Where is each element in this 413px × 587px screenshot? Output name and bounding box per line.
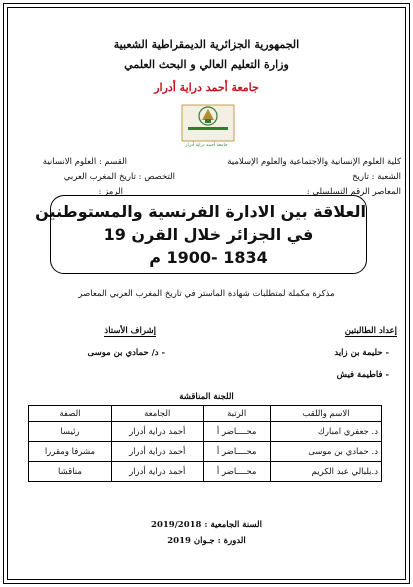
ministry-name: وزارة التعليم العالي و البحث العلمي [124, 58, 289, 71]
jury-col-name: الاسم واللقب [270, 406, 381, 422]
thesis-subtitle: مذكرة مكملة لمتطلبات شهادة الماستر في تاريخ المغرب العربي المعاصر [78, 289, 335, 299]
university-name: جامعة أحمد دراية أدرار [154, 81, 259, 94]
jury-member-name: د.بلبالي عبد الكريم [270, 462, 381, 482]
department-name: القسم : العلوم الانسانية [42, 157, 127, 167]
thesis-title-line3: 1834 -1900 م [149, 248, 268, 267]
faculty-name: كلية العلوم الإنسانية والاجتماعية والعلوم الإسلامية [227, 157, 401, 167]
university-logo [180, 103, 236, 143]
thesis-title-line2: في الجزائر خلال القرن 19 [103, 225, 314, 244]
table-row [29, 442, 382, 462]
students-heading: إعداد الطالبتين [344, 326, 397, 336]
code-label: الرمز : [98, 187, 123, 197]
jury-member-role: مشرفا ومقررا [29, 442, 112, 462]
jury-table [28, 405, 382, 482]
jury-member-rank: محــــاضر أ [203, 442, 270, 462]
academic-year: السنة الجامعية : 2019/2018 [151, 520, 262, 530]
jury-member-role: رئيسا [29, 422, 112, 442]
supervisor-heading: إشراف الأستاذ [104, 326, 156, 336]
table-row [29, 462, 382, 482]
serial-number-label: المعاصر الرقم التسلسلي : [306, 187, 401, 197]
thesis-title-line1: العلاقة بين الادارة الفرنسية والمستوطنين [35, 202, 366, 221]
jury-member-university: أحمد دراية أدرار [111, 422, 203, 442]
jury-member-rank: محــــاضر أ [203, 462, 270, 482]
student-name-1: - حليمة بن زايد [334, 348, 389, 358]
jury-member-university: أحمد دراية أدرار [111, 442, 203, 462]
supervisor-name: - د/ حمادي بن موسى [87, 348, 165, 358]
session-date: الدورة : جـوان 2019 [167, 536, 246, 546]
jury-col-university: الجامعة [111, 406, 203, 422]
logo-caption: جامعة أحمد دراية أدرار [185, 143, 228, 148]
jury-table-header-row [29, 406, 382, 422]
republic-name: الجمهورية الجزائرية الديمقراطية الشعبية [113, 38, 300, 51]
jury-heading: اللجنة المناقشة [179, 392, 234, 402]
jury-member-rank: محــــاضر أ [203, 422, 270, 442]
student-name-2: - فاطيمة فيش [336, 370, 389, 380]
jury-member-name: د. جعفري امبارك [270, 422, 381, 442]
specialty-name: التخصص : تاريخ المغرب العربي [63, 172, 175, 182]
branch-name: الشعبة : تاريخ [352, 172, 401, 182]
thesis-title-box [35, 195, 367, 274]
jury-member-name: د. حمادي بن موسى [270, 442, 381, 462]
jury-member-university: أحمد دراية أدرار [111, 462, 203, 482]
jury-col-rank: الرتبة [203, 406, 270, 422]
jury-col-role: الصفة [29, 406, 112, 422]
table-row [29, 422, 382, 442]
jury-member-role: مناقشا [29, 462, 112, 482]
